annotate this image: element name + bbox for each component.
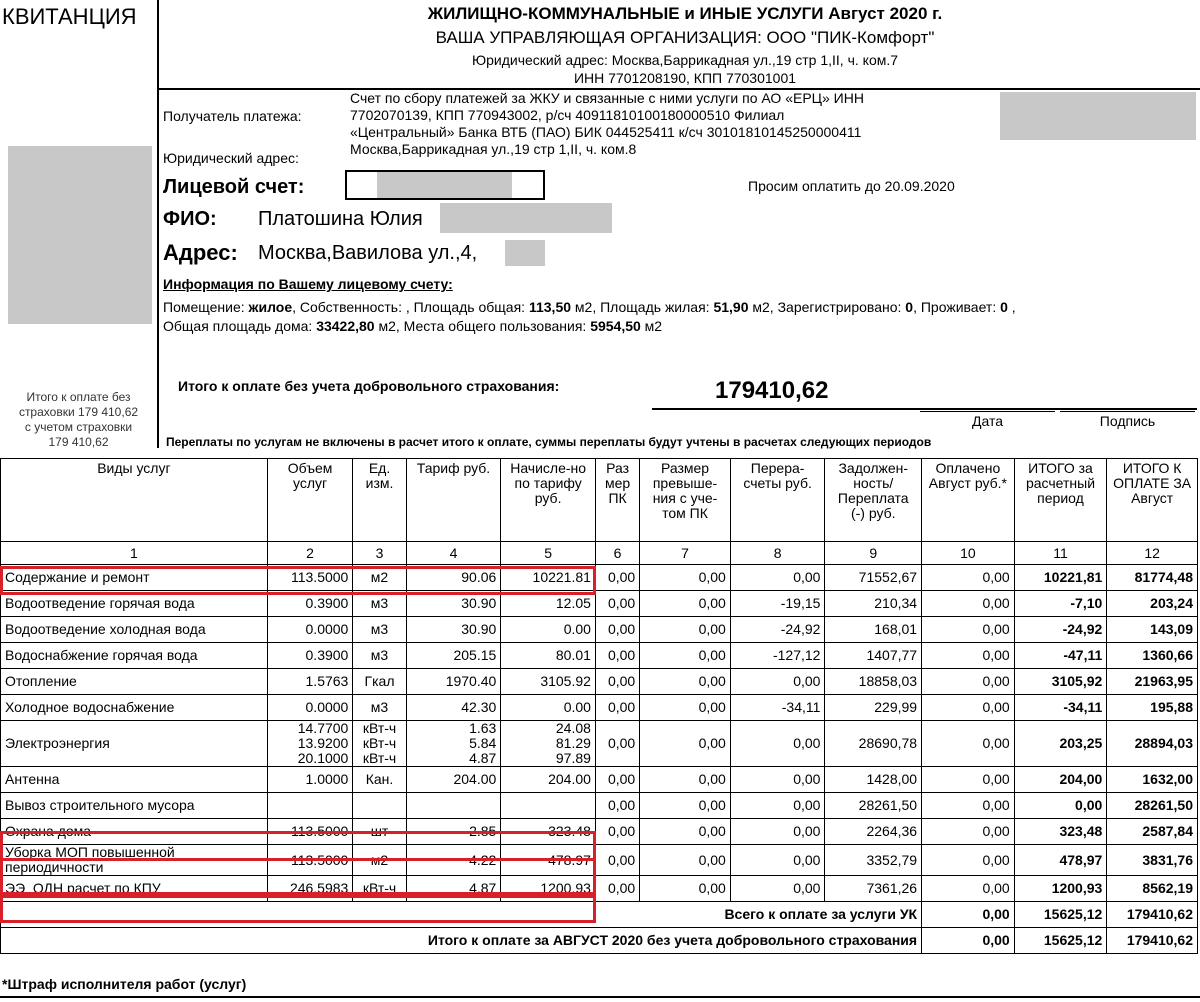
table-cell: 28261,50 xyxy=(825,793,922,819)
table-cell: 90.06 xyxy=(406,565,501,591)
table-cell: 10221.81 xyxy=(501,565,596,591)
table-cell: 0,00 xyxy=(730,767,825,793)
column-header: Размер превыше-ния с уче-том ПК xyxy=(640,459,731,542)
redacted-name xyxy=(440,203,612,233)
table-cell: 246.5983 xyxy=(267,876,353,902)
table-cell: 30.90 xyxy=(406,591,501,617)
table-cell: 0,00 xyxy=(595,565,639,591)
table-cell xyxy=(267,721,353,767)
table-cell: 3831,76 xyxy=(1107,845,1198,876)
fio-value: Платошина Юлия xyxy=(258,208,423,230)
table-cell: Гкал xyxy=(353,669,406,695)
table-cell: 4.22 xyxy=(406,845,501,876)
table-cell: кВт-ч xyxy=(353,876,406,902)
table-cell: 21963,95 xyxy=(1107,669,1198,695)
column-header: Объем услуг xyxy=(267,459,353,542)
table-cell: 0,00 xyxy=(640,591,731,617)
table-cell: 0,00 xyxy=(922,617,1015,643)
table-cell: -24,92 xyxy=(1014,617,1107,643)
redacted-account xyxy=(377,172,512,198)
column-number-row xyxy=(1,542,1198,565)
cell-line: 13.9200 xyxy=(297,735,349,751)
table-cell: 203,25 xyxy=(1014,721,1107,767)
summary-label: Итого к оплате за АВГУСТ 2020 без учета добровольного страхования xyxy=(1,928,922,954)
table-cell: 12.05 xyxy=(501,591,596,617)
table-cell: 0,00 xyxy=(595,819,639,845)
table-cell: 0,00 xyxy=(922,845,1015,876)
cell-line: 81.29 xyxy=(555,735,591,751)
highlight-electricity-odn xyxy=(0,895,596,923)
table-cell: 323.48 xyxy=(501,819,596,845)
table-cell: 179410,62 xyxy=(1107,902,1198,928)
table-cell: 0,00 xyxy=(730,669,825,695)
cell-line: 97.89 xyxy=(555,750,591,766)
table-cell: 0.00 xyxy=(501,695,596,721)
table-cell: 0.3900 xyxy=(267,643,353,669)
table-cell xyxy=(267,793,353,819)
table-cell: 0,00 xyxy=(922,669,1015,695)
table-cell: 0,00 xyxy=(640,617,731,643)
cell-line: 5.84 xyxy=(469,735,497,751)
table-cell: Электроэнергия xyxy=(1,721,268,767)
table-cell: 3105.92 xyxy=(501,669,596,695)
table-cell: 0,00 xyxy=(595,669,639,695)
management-org: ВАША УПРАВЛЯЮЩАЯ ОРГАНИЗАЦИЯ: ООО "ПИК-Комфорт" xyxy=(435,28,935,47)
column-header: Виды услуг xyxy=(1,459,268,542)
table-cell: 42.30 xyxy=(406,695,501,721)
redacted-qr xyxy=(8,146,152,324)
table-cell: Антенна xyxy=(1,767,268,793)
table-cell: 30.90 xyxy=(406,617,501,643)
table-cell: Охрана дома xyxy=(1,819,268,845)
table-cell: 0,00 xyxy=(922,819,1015,845)
table-cell: 195,88 xyxy=(1107,695,1198,721)
table-cell: 143,09 xyxy=(1107,617,1198,643)
left-summary: Итого к оплате без страховки 179 410,62 с учетом страховки 179 410,62 xyxy=(18,390,139,449)
table-cell: Водоснабжение горячая вода xyxy=(1,643,268,669)
date-field: Дата xyxy=(920,411,1055,429)
table-cell: ЭЭ_ОДН расчет по КПУ xyxy=(1,876,268,902)
highlight-cleaning xyxy=(0,858,596,895)
info-title: Информация по Вашему лицевому счету: xyxy=(163,276,453,292)
table-cell: 2587,84 xyxy=(1107,819,1198,845)
signature-field: Подпись xyxy=(1060,411,1195,429)
footer-line xyxy=(0,996,1200,998)
table-cell: 113.5000 xyxy=(267,845,353,876)
table-cell: Водоотведение холодная вода xyxy=(1,617,268,643)
table-cell: 0,00 xyxy=(1014,793,1107,819)
org-inn: ИНН 7701208190, КПП 770301001 xyxy=(573,70,797,86)
table-cell: 0,00 xyxy=(730,819,825,845)
table-cell: 113.5000 xyxy=(267,819,353,845)
table-cell: -34,11 xyxy=(730,695,825,721)
table-cell: 0,00 xyxy=(922,876,1015,902)
footer-note: *Штраф исполнителя работ (услуг) xyxy=(2,976,247,992)
table-cell: 0,00 xyxy=(595,591,639,617)
table-cell: 0,00 xyxy=(730,565,825,591)
table-cell: 1200,93 xyxy=(1014,876,1107,902)
column-header: Раз мер ПК xyxy=(595,459,639,542)
table-cell: 0,00 xyxy=(640,767,731,793)
table-cell: 0,00 xyxy=(640,669,731,695)
table-cell: 179410,62 xyxy=(1107,928,1198,954)
table-cell: 0,00 xyxy=(640,721,731,767)
table-cell: 0,00 xyxy=(922,902,1015,928)
table-cell: 0.0000 xyxy=(267,617,353,643)
table-cell xyxy=(353,721,406,767)
overpayment-note: Переплаты по услугам не включены в расчет итого к оплате, суммы переплаты будут учтены в расчетах следующих периодов xyxy=(166,435,932,449)
total-underline xyxy=(652,408,1197,410)
column-header: ИТОГО К ОПЛАТЕ ЗА Август xyxy=(1107,459,1198,542)
table-cell: 0,00 xyxy=(595,876,639,902)
table-cell: 0,00 xyxy=(922,565,1015,591)
table-cell: 205.15 xyxy=(406,643,501,669)
payee-address-label: Юридический адрес: xyxy=(163,150,299,166)
table-cell: 3105,92 xyxy=(1014,669,1107,695)
table-cell: шт xyxy=(353,819,406,845)
column-header: Перера-счеты руб. xyxy=(730,459,825,542)
cell-line: 24.08 xyxy=(555,720,591,736)
table-cell: -34,11 xyxy=(1014,695,1107,721)
table-cell: м3 xyxy=(353,695,406,721)
redacted-apartment xyxy=(505,240,545,266)
table-cell: Водоотведение горячая вода xyxy=(1,591,268,617)
table-cell: 4.87 xyxy=(406,876,501,902)
table-cell: 0,00 xyxy=(640,819,731,845)
table-cell: 71552,67 xyxy=(825,565,922,591)
table-cell: 1407,77 xyxy=(825,643,922,669)
table-cell: 15625,12 xyxy=(1014,902,1107,928)
table-row xyxy=(1,669,1198,695)
column-number: 4 xyxy=(406,542,501,565)
table-cell xyxy=(501,793,596,819)
info-details: Помещение: жилое, Собственность: , Площадь общая: 113,50 м2, Площадь жилая: 51,90 м2, Зарегистрировано: 0, Проживает: 0 , Общая площадь дома: 33422,80 м2, Места общего пользования: 5954,50 м2 xyxy=(163,299,1016,334)
summary-row xyxy=(1,928,1198,954)
column-number: 2 xyxy=(267,542,353,565)
table-cell: 0,00 xyxy=(922,643,1015,669)
table-cell: 1970.40 xyxy=(406,669,501,695)
table-cell: 3352,79 xyxy=(825,845,922,876)
total-label: Итого к оплате без учета добровольного страхования: xyxy=(178,378,560,394)
payee-label: Получатель платежа: xyxy=(163,108,302,124)
column-number: 11 xyxy=(1014,542,1107,565)
table-cell: 0,00 xyxy=(640,845,731,876)
table-cell: 0,00 xyxy=(922,767,1015,793)
table-row-electricity xyxy=(1,721,1198,767)
table-row xyxy=(1,793,1198,819)
left-divider xyxy=(157,0,159,448)
table-cell: 1200.93 xyxy=(501,876,596,902)
fio-label: ФИО: xyxy=(163,208,217,230)
table-cell: 0,00 xyxy=(922,591,1015,617)
table-cell: 204,00 xyxy=(1014,767,1107,793)
table-cell: 0,00 xyxy=(730,793,825,819)
column-header: Тариф руб. xyxy=(406,459,501,542)
cell-line: 4.87 xyxy=(469,750,497,766)
column-number: 10 xyxy=(922,542,1015,565)
table-cell: 1360,66 xyxy=(1107,643,1198,669)
table-cell: 0,00 xyxy=(922,928,1015,954)
column-number: 12 xyxy=(1107,542,1198,565)
table-cell: м3 xyxy=(353,617,406,643)
due-date: Просим оплатить до 20.09.2020 xyxy=(748,178,955,194)
account-number-box xyxy=(345,170,545,200)
table-cell: 28261,50 xyxy=(1107,793,1198,819)
column-number: 9 xyxy=(825,542,922,565)
column-number: 7 xyxy=(640,542,731,565)
column-header: Оплачено Август руб.* xyxy=(922,459,1015,542)
total-value: 179410,62 xyxy=(715,377,829,404)
column-number: 1 xyxy=(1,542,268,565)
table-cell: 113.5000 xyxy=(267,565,353,591)
table-cell: 81774,48 xyxy=(1107,565,1198,591)
table-cell: м2 xyxy=(353,845,406,876)
table-cell: 210,34 xyxy=(825,591,922,617)
table-header-row xyxy=(1,459,1198,542)
column-number: 6 xyxy=(595,542,639,565)
table-cell: 28894,03 xyxy=(1107,721,1198,767)
table-cell: 7361,26 xyxy=(825,876,922,902)
table-cell: м3 xyxy=(353,643,406,669)
table-row xyxy=(1,643,1198,669)
summary-label: Всего к оплате за услуги УК xyxy=(1,902,922,928)
table-cell xyxy=(501,721,596,767)
table-cell: 2264,36 xyxy=(825,819,922,845)
cell-line: 20.1000 xyxy=(297,750,349,766)
table-cell: 1632,00 xyxy=(1107,767,1198,793)
table-cell: 0,00 xyxy=(922,793,1015,819)
column-number: 8 xyxy=(730,542,825,565)
table-cell: 1.0000 xyxy=(267,767,353,793)
table-cell: 204.00 xyxy=(501,767,596,793)
table-cell: 0,00 xyxy=(595,793,639,819)
table-cell: Уборка МОП повышенной периодичности xyxy=(1,845,268,876)
table-cell: 478.97 xyxy=(501,845,596,876)
table-cell xyxy=(406,793,501,819)
table-cell: -127,12 xyxy=(730,643,825,669)
table-cell: -7,10 xyxy=(1014,591,1107,617)
table-cell: 0,00 xyxy=(595,721,639,767)
table-cell: 229,99 xyxy=(825,695,922,721)
table-row xyxy=(1,617,1198,643)
table-cell: 0,00 xyxy=(595,767,639,793)
table-cell: 0,00 xyxy=(640,643,731,669)
column-number: 3 xyxy=(353,542,406,565)
table-cell: 0,00 xyxy=(640,695,731,721)
table-cell: 0,00 xyxy=(640,565,731,591)
table-cell: 0,00 xyxy=(922,695,1015,721)
table-cell: Отопление xyxy=(1,669,268,695)
table-cell xyxy=(406,721,501,767)
table-cell: 0.00 xyxy=(501,617,596,643)
column-header: Задолжен-ность/ Переплата (-) руб. xyxy=(825,459,922,542)
highlight-security xyxy=(0,831,596,861)
table-cell: 168,01 xyxy=(825,617,922,643)
table-cell: 80.01 xyxy=(501,643,596,669)
table-cell: -19,15 xyxy=(730,591,825,617)
table-cell: -47,11 xyxy=(1014,643,1107,669)
table-cell: 0,00 xyxy=(595,643,639,669)
table-cell: Содержание и ремонт xyxy=(1,565,268,591)
table-cell: 478,97 xyxy=(1014,845,1107,876)
cell-line: 14.7700 xyxy=(297,720,349,736)
column-header: ИТОГО за расчетный период xyxy=(1014,459,1107,542)
table-cell: Вывоз строительного мусора xyxy=(1,793,268,819)
table-cell: 10221,81 xyxy=(1014,565,1107,591)
table-cell: 18858,03 xyxy=(825,669,922,695)
table-cell: 28690,78 xyxy=(825,721,922,767)
org-legal-address: Юридический адрес: Москва,Баррикадная ул.,19 стр 1,II, ч. ком.7 xyxy=(471,52,899,68)
receipt-title: ЖИЛИЩНО-КОММУНАЛЬНЫЕ и ИНЫЕ УСЛУГИ Август 2020 г. xyxy=(427,4,943,23)
cell-line: кВт-ч xyxy=(362,750,397,766)
table-row xyxy=(1,695,1198,721)
table-cell: 15625,12 xyxy=(1014,928,1107,954)
cell-line: кВт-ч xyxy=(362,735,397,751)
table-cell: 204.00 xyxy=(406,767,501,793)
table-cell: 0.0000 xyxy=(267,695,353,721)
address-value: Москва,Вавилова ул.,4, xyxy=(258,242,478,264)
table-cell: 0,00 xyxy=(595,845,639,876)
table-cell xyxy=(353,793,406,819)
table-cell: 0,00 xyxy=(730,876,825,902)
column-header: Ед. изм. xyxy=(353,459,406,542)
table-cell: 0,00 xyxy=(640,876,731,902)
column-number: 5 xyxy=(501,542,596,565)
receipt-label: КВИТАНЦИЯ xyxy=(2,4,137,29)
table-cell: 0,00 xyxy=(730,721,825,767)
table-cell: 1.5763 xyxy=(267,669,353,695)
table-cell: 0,00 xyxy=(640,793,731,819)
account-label: Лицевой счет: xyxy=(163,176,305,198)
table-cell: 323,48 xyxy=(1014,819,1107,845)
table-cell: Холодное водоснабжение xyxy=(1,695,268,721)
table-cell: 8562,19 xyxy=(1107,876,1198,902)
table-cell: -24,92 xyxy=(730,617,825,643)
table-row xyxy=(1,767,1198,793)
address-label: Адрес: xyxy=(163,240,238,265)
table-cell: 2.85 xyxy=(406,819,501,845)
table-cell: 0,00 xyxy=(595,695,639,721)
highlight-maintenance xyxy=(0,566,596,595)
table-cell: м2 xyxy=(353,565,406,591)
cell-line: 1.63 xyxy=(469,720,497,736)
table-cell: Кан. xyxy=(353,767,406,793)
payee-details: Счет по сбору платежей за ЖКУ и связанные с ними услуги по АО «ЕРЦ» ИНН 7702070139, КПП 770943002, р/сч 40911810100180000510 Филиал «Центральный» Банка ВТБ (ПАО) БИК 044525411 к/сч 30101810145250000411 Москва,Баррикадная ул.,19 стр 1,II, ч. ком.8 xyxy=(350,90,864,157)
table-cell: 1428,00 xyxy=(825,767,922,793)
redacted-barcode xyxy=(1000,92,1196,140)
table-cell: 203,24 xyxy=(1107,591,1198,617)
cell-line: кВт-ч xyxy=(362,720,397,736)
table-cell: 0,00 xyxy=(922,721,1015,767)
column-header: Начисле-но по тарифу руб. xyxy=(501,459,596,542)
table-cell: 0,00 xyxy=(595,617,639,643)
table-cell: 0.3900 xyxy=(267,591,353,617)
table-cell: м3 xyxy=(353,591,406,617)
table-cell: 0,00 xyxy=(730,845,825,876)
